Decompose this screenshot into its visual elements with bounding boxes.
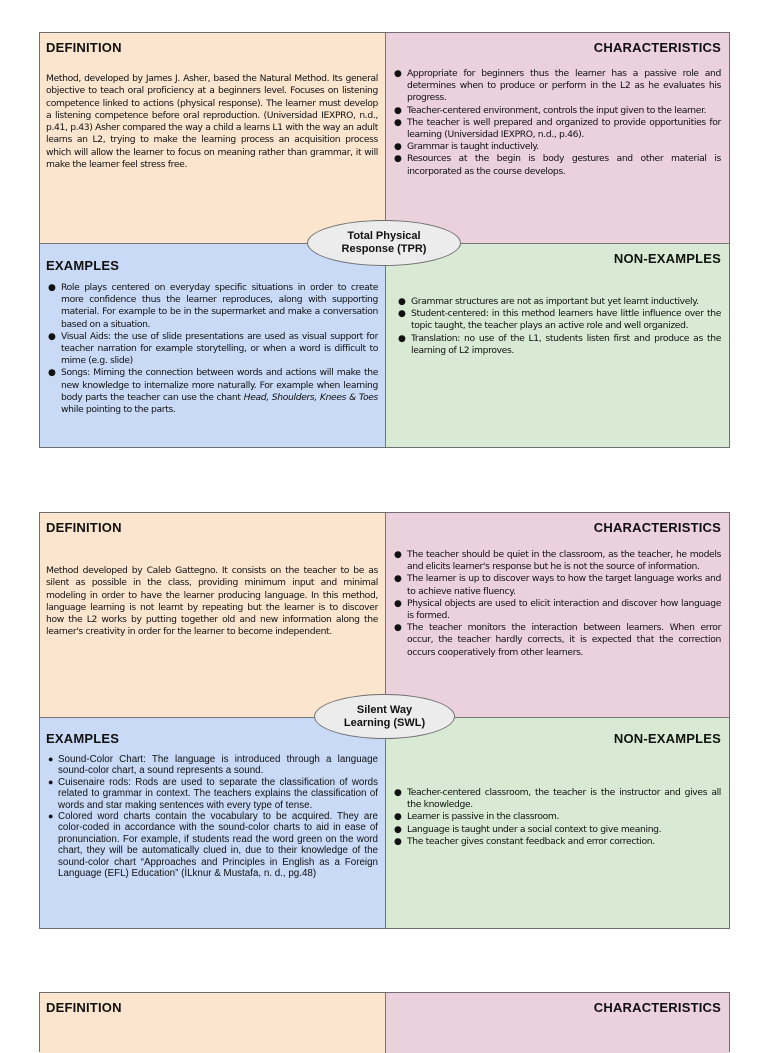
- bullet-icon: ●: [394, 105, 402, 116]
- definition-text: Method, developed by James J. Asher, based the Natural Method. Its general objective to teach oral proficiency at a beginners level. Focuses on listening competence linked to actions (physical response). The learner must develop a listening competence before oral reproduction. (Universidad IEXPRO, n.d., p.41, p.43) Asher compared the way a child a learns L1 with the way an adult learns an L2, trying to make the learning process an acquisition process which will allow the learner to focus on meaning rather than grammar, it will make the learner feel stress free.: [46, 73, 378, 171]
- bullet-icon: ●: [394, 69, 402, 79]
- bullet-icon: ●: [394, 812, 402, 823]
- definition-quadrant: [40, 33, 386, 244]
- list-item: ● Role plays centered on everyday specific situations in order to create more confidence thus the learner reproduces, along with supporting material. For example to be in the supermarket and make a conversation based on a situation.: [48, 282, 378, 330]
- bullet-icon: ●: [394, 574, 402, 585]
- list-item: ● Language is taught under a social context to give meaning.: [394, 823, 662, 835]
- bullet-icon: ●: [394, 117, 402, 128]
- examples-list: [46, 754, 378, 879]
- list-item: ● Translation: no use of the L1, students listen first and produce as the learning of L2 improves.: [398, 332, 721, 356]
- bullet-icon: ●: [48, 811, 54, 822]
- third-model-card: [39, 992, 730, 1052]
- list-item: ● Teacher-centered environment, controls the input given to the learner.: [394, 104, 707, 116]
- list-item: ● The teacher is well prepared and organized to provide opportunities for learning (Universidad IEXPRO, n.d., p.46).: [394, 116, 721, 141]
- list-item: ● Grammar structures are not as important but yet learnt inductively.: [398, 296, 699, 307]
- characteristics-title: CHARACTERISTICS: [593, 40, 721, 55]
- examples-quadrant: [40, 244, 386, 447]
- examples-title: EXAMPLES: [46, 258, 120, 273]
- list-item: ● Visual Aids: the use of slide presentations are used as visual support for teacher narration for example storytelling, or when a word is difficult to mime (e.g. slide): [48, 330, 378, 367]
- list-item: ● Student-centered: in this method learners have little influence over the topic taught, the teacher plays an active role and well organized.: [398, 308, 721, 332]
- characteristics-list: [392, 549, 721, 659]
- method-oval-label: Total Physical Response (TPR): [307, 220, 461, 266]
- examples-list: [46, 282, 378, 416]
- bullet-icon: ●: [394, 154, 402, 165]
- song-title: Head, Shoulders, Knees & Toes: [243, 391, 378, 403]
- characteristics-quadrant: [386, 33, 729, 244]
- bullet-icon: ●: [48, 331, 56, 342]
- definition-title: DEFINITION: [46, 1000, 122, 1015]
- list-item: ● The teacher should be quiet in the classroom, as the teacher, he models and elicits learner's response but he is not the source of information.: [394, 549, 721, 573]
- list-item: ● Sound-Color Chart: The language is introduced through a language sound-color chart, a sound represents a sound.: [48, 754, 378, 777]
- bullet-icon: ●: [48, 368, 56, 379]
- characteristics-quadrant: [386, 513, 729, 718]
- definition-title: DEFINITION: [46, 520, 122, 535]
- bullet-icon: ●: [48, 754, 54, 764]
- definition-quadrant: [40, 513, 386, 718]
- definition-text: Method developed by Caleb Gattegno. It consists on the teacher to be as silent as possible in the class, providing minimum input and minimal modeling in order to have the learner producing language. In this method, language learning is not learnt by repeating but the learner is to discover how the L2 works by putting together old and new information along the learner's creativity in order for the learner to become independent.: [46, 565, 378, 638]
- list-item: ● Cuisenaire rods: Rods are used to separate the classification of words related to grammar in context. The teachers explains the classification of words and star making sentences with every type of tense.: [48, 776, 378, 811]
- definition-title: DEFINITION: [46, 40, 122, 55]
- characteristics-title: CHARACTERISTICS: [593, 520, 721, 535]
- bullet-icon: ●: [394, 836, 402, 847]
- characteristics-quadrant: [386, 993, 729, 1053]
- characteristics-title: CHARACTERISTICS: [593, 1000, 721, 1015]
- definition-quadrant: [40, 993, 386, 1053]
- bullet-icon: ●: [394, 550, 402, 560]
- bullet-icon: ●: [48, 776, 54, 787]
- method-oval-label: Silent Way Learning (SWL): [314, 694, 455, 739]
- characteristics-list: [392, 68, 721, 178]
- non-examples-quadrant: [386, 718, 729, 928]
- non-examples-title: NON-EXAMPLES: [613, 251, 721, 266]
- list-item: ● The learner is up to discover ways to how the target language works and to achieve native fluency.: [394, 573, 721, 597]
- list-item: ● Learner is passive in the classroom.: [394, 811, 560, 823]
- bullet-icon: ●: [394, 824, 402, 835]
- list-item: ● Appropriate for beginners thus the learner has a passive role and determines when to produce or perform in the L2 as he evaluates his progress.: [394, 68, 721, 104]
- list-item: ● The teacher gives constant feedback and error correction.: [394, 835, 655, 847]
- non-examples-list: [396, 296, 721, 357]
- non-examples-list: [392, 787, 721, 848]
- non-examples-quadrant: [386, 244, 729, 447]
- list-item: ● Physical objects are used to elicit interaction and discover how language is formed.: [394, 597, 721, 622]
- examples-quadrant: [40, 718, 386, 928]
- bullet-icon: ●: [398, 309, 406, 320]
- examples-title: EXAMPLES: [46, 731, 120, 746]
- bullet-icon: ●: [48, 283, 56, 293]
- bullet-icon: ●: [394, 623, 402, 634]
- list-item: ● Resources at the begin is body gestures and other material is incorporated as the course develops.: [394, 153, 721, 177]
- non-examples-title: NON-EXAMPLES: [613, 731, 721, 746]
- bullet-icon: ●: [394, 788, 402, 798]
- bullet-icon: ●: [398, 333, 406, 344]
- list-item: ● The teacher monitors the interaction between learners. When error occur, the teacher hardly corrects, it is expected that the correction occurs cooperatively from other learners.: [394, 622, 721, 658]
- list-item: ● Teacher-centered classroom, the teacher is the instructor and gives all the knowledge.: [394, 787, 721, 811]
- bullet-icon: ●: [394, 142, 402, 153]
- bullet-icon: ●: [398, 297, 406, 307]
- list-item: ● Songs: Miming the connection between words and actions will make the new knowledge to internalize more naturally. For example when learning body parts the teacher can use the chant Head, Shoulders, Knees & Toes while pointing to the parts.: [48, 367, 378, 416]
- list-item: ● Colored word charts contain the vocabulary to be acquired. They are color-coded in accordance with the sound-color charts to aid in ease of pronunciation. For example, if students read the word green on the word chart, they will be automatically clued in, due to their knowledge of the sound-color chart “Approaches and Principles in English as a Foreign Language (EFL) Education” (İLknur & Mustafa, n. d., pg.48): [48, 811, 378, 880]
- bullet-icon: ●: [394, 598, 402, 609]
- list-item: ● Grammar is taught inductively.: [394, 141, 539, 153]
